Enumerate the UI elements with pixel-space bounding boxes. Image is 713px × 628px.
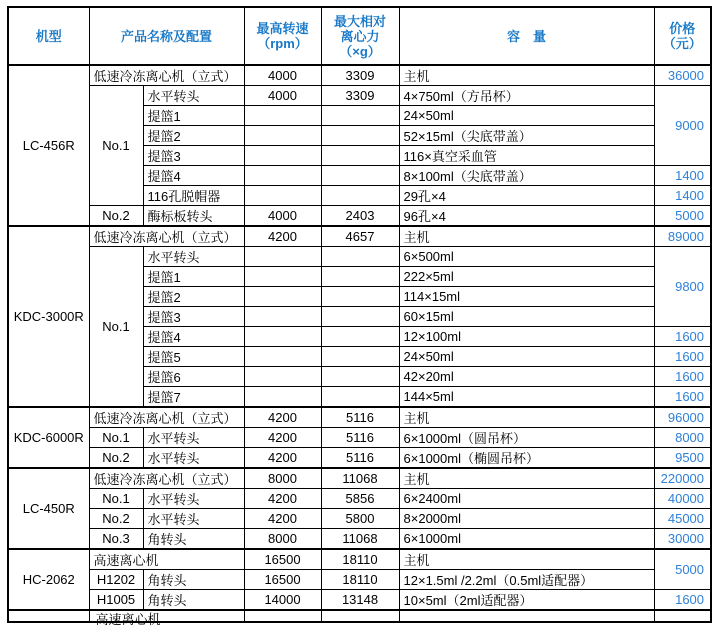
column-header-force-line3: （×g）	[339, 43, 381, 59]
model-cell: HC-2062	[8, 549, 89, 610]
force-cell: 11068	[321, 468, 399, 489]
price-cell	[654, 610, 711, 622]
capacity-cell: 96孔×4	[399, 206, 654, 227]
product-name-cell: 提篮1	[143, 106, 244, 126]
centrifuge-price-table	[7, 6, 712, 627]
capacity-cell: 6×1000ml（椭圆吊杯）	[399, 448, 654, 469]
capacity-cell: 60×15ml	[399, 307, 654, 327]
product-name-cell: 水平转头	[143, 489, 244, 509]
rpm-cell	[244, 126, 321, 146]
price-cell: 1600	[654, 347, 711, 367]
price-cell: 1600	[654, 327, 711, 347]
product-name-cell: 提篮3	[143, 146, 244, 166]
capacity-cell: 6×1000ml（圆吊杯）	[399, 428, 654, 448]
rpm-cell	[244, 307, 321, 327]
rpm-cell	[244, 347, 321, 367]
capacity-cell: 52×15ml（尖底带盖）	[399, 126, 654, 146]
product-name-cell: 提篮6	[143, 367, 244, 387]
force-cell: 4657	[321, 226, 399, 247]
price-cell: 5000	[654, 206, 711, 227]
column-header-product: 产品名称及配置	[89, 7, 244, 65]
force-cell	[321, 347, 399, 367]
capacity-cell: 主机	[399, 549, 654, 570]
capacity-cell: 144×5ml	[399, 387, 654, 408]
force-cell: 5116	[321, 428, 399, 448]
rpm-cell	[244, 287, 321, 307]
product-name-cell: 提篮2	[143, 126, 244, 146]
product-name-cell: 低速冷冻离心机（立式）	[89, 407, 244, 428]
rpm-cell	[244, 247, 321, 267]
price-cell: 96000	[654, 407, 711, 428]
capacity-cell: 12×100ml	[399, 327, 654, 347]
rpm-cell: 4000	[244, 65, 321, 86]
table-row	[8, 86, 711, 106]
force-cell: 2403	[321, 206, 399, 227]
force-cell: 18110	[321, 549, 399, 570]
price-cell: 30000	[654, 529, 711, 550]
rpm-cell: 16500	[244, 570, 321, 590]
no-cell: H1005	[89, 590, 143, 611]
force-cell: 11068	[321, 529, 399, 550]
model-cell	[8, 610, 89, 622]
product-name-cell: 低速冷冻离心机（立式）	[89, 65, 244, 86]
page	[0, 6, 713, 627]
capacity-cell: 29孔×4	[399, 186, 654, 206]
rpm-cell	[244, 610, 321, 622]
product-name-cell	[89, 610, 244, 627]
rpm-cell: 8000	[244, 468, 321, 489]
price-cell: 40000	[654, 489, 711, 509]
capacity-cell: 8×100ml（尖底带盖）	[399, 166, 654, 186]
table-row	[8, 226, 711, 247]
force-cell	[321, 146, 399, 166]
rpm-cell: 8000	[244, 529, 321, 550]
force-cell	[321, 106, 399, 126]
rpm-cell	[244, 146, 321, 166]
force-cell	[321, 287, 399, 307]
table-row	[8, 206, 711, 227]
force-cell	[321, 126, 399, 146]
price-cell: 220000	[654, 468, 711, 489]
product-name-cell: 高速离心机	[89, 549, 244, 570]
capacity-cell: 6×500ml	[399, 247, 654, 267]
price-cell: 1600	[654, 590, 711, 611]
rpm-cell	[244, 387, 321, 408]
rpm-cell: 4200	[244, 428, 321, 448]
table-row	[8, 65, 711, 86]
table-row	[8, 570, 711, 590]
force-cell: 3309	[321, 65, 399, 86]
force-cell	[321, 327, 399, 347]
product-name-cell: 提篮4	[143, 166, 244, 186]
force-cell: 18110	[321, 570, 399, 590]
rpm-cell: 4200	[244, 448, 321, 469]
capacity-cell: 6×1000ml	[399, 529, 654, 550]
table-row	[8, 407, 711, 428]
column-header-model: 机型	[8, 7, 89, 65]
table-row	[8, 529, 711, 550]
product-name-cell: 低速冷冻离心机（立式）	[89, 468, 244, 489]
product-name-cell: 116孔脱帽器	[143, 186, 244, 206]
column-header-price	[654, 7, 711, 65]
rpm-cell: 4000	[244, 86, 321, 106]
capacity-cell: 4×750ml（方吊杯）	[399, 86, 654, 106]
capacity-cell: 24×50ml	[399, 347, 654, 367]
force-cell	[321, 186, 399, 206]
price-cell: 5000	[654, 549, 711, 590]
price-cell: 1400	[654, 186, 711, 206]
column-header-force-line1: 最大相对	[334, 13, 387, 29]
price-cell: 1600	[654, 367, 711, 387]
force-cell: 13148	[321, 590, 399, 611]
force-cell	[321, 166, 399, 186]
capacity-cell: 42×20ml	[399, 367, 654, 387]
no-cell: No.3	[89, 529, 143, 550]
product-name-cell: 水平转头	[143, 86, 244, 106]
header-row	[8, 7, 711, 65]
force-cell	[321, 267, 399, 287]
capacity-cell: 222×5ml	[399, 267, 654, 287]
capacity-cell: 主机	[399, 468, 654, 489]
no-cell: No.1	[89, 86, 143, 206]
product-name-cell: 提篮1	[143, 267, 244, 287]
price-cell: 9000	[654, 86, 711, 166]
price-cell: 9800	[654, 247, 711, 327]
no-cell: H1202	[89, 570, 143, 590]
capacity-cell: 114×15ml	[399, 287, 654, 307]
capacity-cell: 主机	[399, 65, 654, 86]
price-cell: 9500	[654, 448, 711, 469]
product-name-cell: 酶标板转头	[143, 206, 244, 227]
force-cell	[321, 367, 399, 387]
capacity-cell	[399, 610, 654, 622]
force-cell: 5856	[321, 489, 399, 509]
no-cell: No.1	[89, 428, 143, 448]
product-name-cell: 水平转头	[143, 247, 244, 267]
table-row	[8, 468, 711, 489]
rpm-cell	[244, 267, 321, 287]
force-cell	[321, 247, 399, 267]
no-cell: No.2	[89, 206, 143, 227]
table-row	[8, 428, 711, 448]
capacity-cell: 主机	[399, 226, 654, 247]
price-cell: 8000	[654, 428, 711, 448]
table-row-partial	[8, 610, 711, 622]
no-cell: No.1	[89, 247, 143, 408]
table-row	[8, 489, 711, 509]
price-cell: 89000	[654, 226, 711, 247]
price-cell: 45000	[654, 509, 711, 529]
product-name-cell: 提篮7	[143, 387, 244, 408]
product-name-cell: 角转头	[143, 529, 244, 550]
force-cell	[321, 610, 399, 622]
table-row	[8, 590, 711, 611]
clipped-text: 高速离心机	[95, 612, 161, 627]
rpm-cell: 4200	[244, 509, 321, 529]
column-header-force-line2: 离心力	[340, 28, 380, 44]
capacity-cell: 116×真空采血管	[399, 146, 654, 166]
model-cell: LC-456R	[8, 65, 89, 226]
rpm-cell	[244, 327, 321, 347]
product-name-cell: 角转头	[143, 590, 244, 611]
column-header-speed-line2: （rpm）	[257, 36, 308, 51]
no-cell: No.1	[89, 489, 143, 509]
rpm-cell	[244, 166, 321, 186]
capacity-cell: 主机	[399, 407, 654, 428]
column-header-price-line2: （元）	[662, 36, 702, 51]
product-name-cell: 水平转头	[143, 428, 244, 448]
table-row	[8, 448, 711, 469]
no-cell: No.2	[89, 509, 143, 529]
model-cell: KDC-6000R	[8, 407, 89, 468]
capacity-cell: 24×50ml	[399, 106, 654, 126]
column-header-speed	[244, 7, 321, 65]
price-cell: 36000	[654, 65, 711, 86]
rpm-cell: 14000	[244, 590, 321, 611]
product-name-cell: 水平转头	[143, 509, 244, 529]
rpm-cell: 4200	[244, 489, 321, 509]
product-name-cell: 水平转头	[143, 448, 244, 469]
force-cell: 3309	[321, 86, 399, 106]
model-cell: LC-450R	[8, 468, 89, 549]
rpm-cell	[244, 106, 321, 126]
capacity-cell: 8×2000ml	[399, 509, 654, 529]
force-cell	[321, 387, 399, 408]
product-name-cell: 提篮3	[143, 307, 244, 327]
rpm-cell: 4200	[244, 226, 321, 247]
column-header-speed-line1: 最高转速	[256, 21, 309, 36]
rpm-cell: 16500	[244, 549, 321, 570]
rpm-cell: 4200	[244, 407, 321, 428]
force-cell	[321, 307, 399, 327]
table-row	[8, 509, 711, 529]
rpm-cell	[244, 367, 321, 387]
product-name-cell: 提篮2	[143, 287, 244, 307]
table-row	[8, 247, 711, 267]
product-name-cell: 提篮5	[143, 347, 244, 367]
column-header-price-line1: 价格	[669, 21, 696, 36]
product-name-cell: 角转头	[143, 570, 244, 590]
capacity-cell: 6×2400ml	[399, 489, 654, 509]
table-row	[8, 549, 711, 570]
product-name-cell: 低速冷冻离心机（立式）	[89, 226, 244, 247]
rpm-cell: 4000	[244, 206, 321, 227]
model-cell: KDC-3000R	[8, 226, 89, 407]
column-header-force	[321, 7, 399, 65]
rpm-cell	[244, 186, 321, 206]
price-cell: 1400	[654, 166, 711, 186]
price-cell: 1600	[654, 387, 711, 408]
force-cell: 5116	[321, 407, 399, 428]
capacity-cell: 10×5ml（2ml适配器）	[399, 590, 654, 611]
product-name-cell: 提篮4	[143, 327, 244, 347]
column-header-capacity: 容 量	[399, 7, 654, 65]
force-cell: 5116	[321, 448, 399, 469]
capacity-cell: 12×1.5ml /2.2ml（0.5ml适配器）	[399, 570, 654, 590]
force-cell: 5800	[321, 509, 399, 529]
no-cell: No.2	[89, 448, 143, 469]
